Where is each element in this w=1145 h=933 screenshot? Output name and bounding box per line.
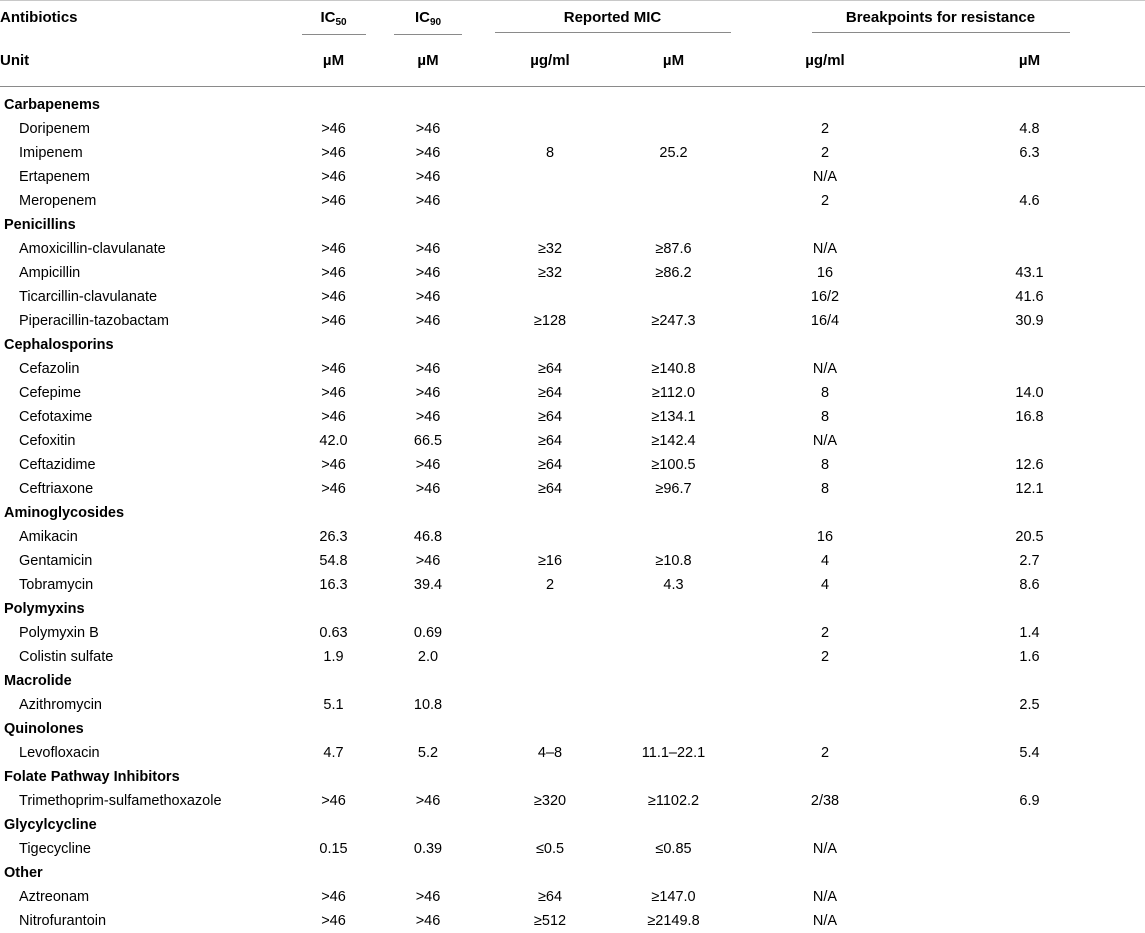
cell-ic50: >46 <box>300 189 367 213</box>
table-header <box>0 1 1145 87</box>
cell-ic90: >46 <box>367 261 489 285</box>
cell-drug: Ampicillin <box>0 261 300 285</box>
cell-ic50: >46 <box>300 261 367 285</box>
group-row <box>0 669 1145 693</box>
unit-bp-ug: µg/ml <box>736 42 914 87</box>
cell-ic90: 39.4 <box>367 573 489 597</box>
cell-drug: Polymyxin B <box>0 621 300 645</box>
table-row <box>0 237 1145 261</box>
cell-bp-um: 8.6 <box>914 573 1145 597</box>
unit-bp-um: µM <box>914 42 1145 87</box>
cell-ic50: 26.3 <box>300 525 367 549</box>
cell-drug: Cefazolin <box>0 357 300 381</box>
table-row <box>0 141 1145 165</box>
cell-mic-ug <box>489 189 611 213</box>
cell-bp-um: 12.1 <box>914 477 1145 501</box>
cell-mic-ug: ≥64 <box>489 405 611 429</box>
cell-ic50: >46 <box>300 309 367 333</box>
cell-ic90: >46 <box>367 141 489 165</box>
cell-bp-um: 4.8 <box>914 117 1145 141</box>
table-row <box>0 453 1145 477</box>
cell-mic-ug <box>489 117 611 141</box>
cell-mic-um: ≥86.2 <box>611 261 736 285</box>
group-row <box>0 213 1145 237</box>
header-unit: Unit <box>0 42 300 87</box>
table-row <box>0 909 1145 933</box>
cell-bp-um: 14.0 <box>914 381 1145 405</box>
cell-ic90: 66.5 <box>367 429 489 453</box>
cell-bp-ug: 2 <box>736 189 914 213</box>
table-row <box>0 741 1145 765</box>
cell-ic90: >46 <box>367 285 489 309</box>
cell-mic-um: ≥96.7 <box>611 477 736 501</box>
cell-mic-um: ≥2149.8 <box>611 909 736 933</box>
cell-ic90: 2.0 <box>367 645 489 669</box>
header-ic50 <box>300 1 367 43</box>
cell-mic-um: ≥147.0 <box>611 885 736 909</box>
cell-mic-um <box>611 189 736 213</box>
cell-ic50: >46 <box>300 285 367 309</box>
header-row-units <box>0 42 1145 87</box>
group-label: Penicillins <box>0 213 1145 237</box>
cell-drug: Cefoxitin <box>0 429 300 453</box>
cell-ic90: >46 <box>367 453 489 477</box>
group-row <box>0 813 1145 837</box>
cell-mic-um: ≥112.0 <box>611 381 736 405</box>
cell-drug: Tigecycline <box>0 837 300 861</box>
cell-ic90: >46 <box>367 357 489 381</box>
table-row <box>0 429 1145 453</box>
cell-bp-ug: 8 <box>736 405 914 429</box>
cell-drug: Amikacin <box>0 525 300 549</box>
cell-drug: Ceftriaxone <box>0 477 300 501</box>
group-row <box>0 717 1145 741</box>
table-row <box>0 165 1145 189</box>
cell-ic50: >46 <box>300 405 367 429</box>
cell-ic90: >46 <box>367 789 489 813</box>
cell-drug: Trimethoprim-sulfamethoxazole <box>0 789 300 813</box>
table-row <box>0 693 1145 717</box>
cell-ic90: >46 <box>367 237 489 261</box>
cell-ic50: >46 <box>300 357 367 381</box>
cell-bp-um: 1.4 <box>914 621 1145 645</box>
cell-mic-um: 4.3 <box>611 573 736 597</box>
cell-ic90: >46 <box>367 117 489 141</box>
cell-bp-um: 6.9 <box>914 789 1145 813</box>
group-row <box>0 87 1145 118</box>
cell-ic90: >46 <box>367 405 489 429</box>
cell-drug: Azithromycin <box>0 693 300 717</box>
cell-mic-um: ≥1102.2 <box>611 789 736 813</box>
cell-bp-ug: 8 <box>736 453 914 477</box>
cell-ic90: 0.39 <box>367 837 489 861</box>
cell-ic90: 5.2 <box>367 741 489 765</box>
cell-ic90: >46 <box>367 885 489 909</box>
cell-ic50: >46 <box>300 381 367 405</box>
cell-mic-ug: ≥320 <box>489 789 611 813</box>
cell-mic-ug: ≥64 <box>489 357 611 381</box>
cell-bp-um <box>914 165 1145 189</box>
cell-mic-um: ≥140.8 <box>611 357 736 381</box>
cell-drug: Imipenem <box>0 141 300 165</box>
cell-mic-ug: ≥32 <box>489 237 611 261</box>
table-row <box>0 117 1145 141</box>
cell-drug: Colistin sulfate <box>0 645 300 669</box>
cell-ic50: >46 <box>300 141 367 165</box>
cell-ic90: >46 <box>367 165 489 189</box>
cell-mic-um: ≥134.1 <box>611 405 736 429</box>
table-row <box>0 381 1145 405</box>
table-row <box>0 789 1145 813</box>
group-label: Quinolones <box>0 717 1145 741</box>
cell-mic-um: ≥87.6 <box>611 237 736 261</box>
cell-mic-ug: ≥64 <box>489 885 611 909</box>
cell-ic50: 1.9 <box>300 645 367 669</box>
cell-ic50: >46 <box>300 165 367 189</box>
cell-mic-um: ≥247.3 <box>611 309 736 333</box>
cell-bp-um <box>914 357 1145 381</box>
cell-ic50: 16.3 <box>300 573 367 597</box>
group-row <box>0 333 1145 357</box>
cell-ic50: >46 <box>300 117 367 141</box>
cell-mic-ug: 4–8 <box>489 741 611 765</box>
cell-drug: Ceftazidime <box>0 453 300 477</box>
group-label: Other <box>0 861 1145 885</box>
cell-ic50: >46 <box>300 477 367 501</box>
cell-bp-um <box>914 909 1145 933</box>
cell-ic90: >46 <box>367 309 489 333</box>
group-row <box>0 597 1145 621</box>
table-row <box>0 549 1145 573</box>
cell-drug: Cefepime <box>0 381 300 405</box>
cell-mic-um <box>611 621 736 645</box>
cell-bp-ug: 8 <box>736 477 914 501</box>
cell-mic-um: 11.1–22.1 <box>611 741 736 765</box>
group-row <box>0 861 1145 885</box>
cell-mic-um <box>611 117 736 141</box>
cell-bp-ug: 2 <box>736 141 914 165</box>
cell-mic-um: 25.2 <box>611 141 736 165</box>
cell-mic-um <box>611 165 736 189</box>
cell-bp-ug: N/A <box>736 165 914 189</box>
cell-bp-um <box>914 237 1145 261</box>
cell-mic-ug: ≥64 <box>489 381 611 405</box>
cell-drug: Doripenem <box>0 117 300 141</box>
cell-ic50: 5.1 <box>300 693 367 717</box>
cell-ic50: 54.8 <box>300 549 367 573</box>
cell-mic-ug: ≥64 <box>489 477 611 501</box>
cell-ic50: >46 <box>300 789 367 813</box>
table-row <box>0 357 1145 381</box>
cell-ic50: >46 <box>300 453 367 477</box>
cell-drug: Amoxicillin-clavulanate <box>0 237 300 261</box>
cell-ic90: >46 <box>367 381 489 405</box>
group-label: Polymyxins <box>0 597 1145 621</box>
cell-bp-um <box>914 837 1145 861</box>
cell-bp-ug: 4 <box>736 549 914 573</box>
cell-bp-um: 5.4 <box>914 741 1145 765</box>
cell-ic50: 0.15 <box>300 837 367 861</box>
group-row <box>0 765 1145 789</box>
header-ic90-label: $IC_{90}$ <box>394 9 462 35</box>
cell-mic-um <box>611 525 736 549</box>
cell-mic-ug: ≥32 <box>489 261 611 285</box>
cell-mic-um: ≤0.85 <box>611 837 736 861</box>
cell-bp-um: 43.1 <box>914 261 1145 285</box>
cell-bp-ug <box>736 693 914 717</box>
cell-bp-ug: 2/38 <box>736 789 914 813</box>
cell-drug: Meropenem <box>0 189 300 213</box>
unit-ic50: µM <box>300 42 367 87</box>
cell-drug: Nitrofurantoin <box>0 909 300 933</box>
unit-mic-ug: µg/ml <box>489 42 611 87</box>
cell-bp-um: 2.5 <box>914 693 1145 717</box>
cell-bp-um: 41.6 <box>914 285 1145 309</box>
cell-bp-ug: 16 <box>736 261 914 285</box>
cell-drug: Gentamicin <box>0 549 300 573</box>
cell-bp-um: 16.8 <box>914 405 1145 429</box>
cell-mic-ug <box>489 645 611 669</box>
cell-ic50: >46 <box>300 885 367 909</box>
cell-drug: Ticarcillin-clavulanate <box>0 285 300 309</box>
table-row <box>0 621 1145 645</box>
cell-mic-um <box>611 693 736 717</box>
cell-bp-um: 30.9 <box>914 309 1145 333</box>
header-reported-mic: Reported MIC <box>489 1 736 43</box>
cell-bp-um: 4.6 <box>914 189 1145 213</box>
cell-ic90: 46.8 <box>367 525 489 549</box>
cell-ic50: >46 <box>300 237 367 261</box>
cell-bp-ug: 2 <box>736 645 914 669</box>
cell-bp-ug: N/A <box>736 357 914 381</box>
table-row <box>0 885 1145 909</box>
table-row <box>0 645 1145 669</box>
cell-mic-um <box>611 285 736 309</box>
cell-bp-um: 20.5 <box>914 525 1145 549</box>
cell-bp-ug: 4 <box>736 573 914 597</box>
table-row <box>0 837 1145 861</box>
group-label: Glycylcycline <box>0 813 1145 837</box>
group-label: Carbapenems <box>0 87 1145 118</box>
group-label: Folate Pathway Inhibitors <box>0 765 1145 789</box>
group-row <box>0 501 1145 525</box>
table-row <box>0 261 1145 285</box>
cell-ic50: 4.7 <box>300 741 367 765</box>
unit-ic90: µM <box>367 42 489 87</box>
cell-mic-ug: ≥128 <box>489 309 611 333</box>
cell-mic-um: ≥100.5 <box>611 453 736 477</box>
header-ic90 <box>367 1 489 43</box>
cell-bp-ug: 16/4 <box>736 309 914 333</box>
cell-ic90: 0.69 <box>367 621 489 645</box>
cell-mic-ug <box>489 165 611 189</box>
table-body <box>0 87 1145 933</box>
cell-ic50: 42.0 <box>300 429 367 453</box>
cell-bp-um <box>914 885 1145 909</box>
cell-mic-ug: ≥512 <box>489 909 611 933</box>
table-row <box>0 477 1145 501</box>
cell-bp-um: 6.3 <box>914 141 1145 165</box>
cell-mic-ug: 2 <box>489 573 611 597</box>
table-row <box>0 525 1145 549</box>
table-row <box>0 405 1145 429</box>
cell-bp-ug: 8 <box>736 381 914 405</box>
cell-bp-ug: N/A <box>736 885 914 909</box>
cell-mic-um: ≥10.8 <box>611 549 736 573</box>
cell-ic50: 0.63 <box>300 621 367 645</box>
group-label: Cephalosporins <box>0 333 1145 357</box>
cell-bp-um: 1.6 <box>914 645 1145 669</box>
cell-ic90: >46 <box>367 549 489 573</box>
header-breakpoints: Breakpoints for resistance <box>736 1 1145 43</box>
cell-bp-ug: 2 <box>736 621 914 645</box>
cell-drug: Cefotaxime <box>0 405 300 429</box>
cell-ic50: >46 <box>300 909 367 933</box>
cell-ic90: 10.8 <box>367 693 489 717</box>
cell-bp-ug: N/A <box>736 909 914 933</box>
cell-mic-ug: ≥64 <box>489 453 611 477</box>
header-antibiotics: Antibiotics <box>0 1 300 43</box>
table-row <box>0 189 1145 213</box>
cell-bp-ug: 2 <box>736 117 914 141</box>
table-row <box>0 573 1145 597</box>
cell-mic-ug: ≥16 <box>489 549 611 573</box>
cell-drug: Ertapenem <box>0 165 300 189</box>
cell-bp-um: 12.6 <box>914 453 1145 477</box>
cell-drug: Levofloxacin <box>0 741 300 765</box>
cell-ic90: >46 <box>367 189 489 213</box>
cell-mic-ug <box>489 525 611 549</box>
cell-ic90: >46 <box>367 477 489 501</box>
cell-mic-um: ≥142.4 <box>611 429 736 453</box>
cell-mic-ug <box>489 621 611 645</box>
cell-ic90: >46 <box>367 909 489 933</box>
cell-bp-ug: N/A <box>736 837 914 861</box>
cell-bp-um <box>914 429 1145 453</box>
group-label: Macrolide <box>0 669 1145 693</box>
group-label: Aminoglycosides <box>0 501 1145 525</box>
cell-bp-ug: 16/2 <box>736 285 914 309</box>
cell-mic-ug <box>489 693 611 717</box>
cell-mic-ug: ≤0.5 <box>489 837 611 861</box>
cell-mic-ug: 8 <box>489 141 611 165</box>
table-row <box>0 309 1145 333</box>
cell-mic-ug: ≥64 <box>489 429 611 453</box>
cell-bp-ug: N/A <box>736 237 914 261</box>
cell-drug: Aztreonam <box>0 885 300 909</box>
unit-mic-um: µM <box>611 42 736 87</box>
cell-mic-um <box>611 645 736 669</box>
cell-drug: Tobramycin <box>0 573 300 597</box>
cell-bp-ug: 16 <box>736 525 914 549</box>
table-row <box>0 285 1145 309</box>
cell-bp-ug: 2 <box>736 741 914 765</box>
header-ic50-label: $IC_{50}$ <box>302 9 366 35</box>
cell-bp-ug: N/A <box>736 429 914 453</box>
cell-drug: Piperacillin-tazobactam <box>0 309 300 333</box>
cell-bp-um: 2.7 <box>914 549 1145 573</box>
cell-mic-ug <box>489 285 611 309</box>
header-row-labels <box>0 1 1145 43</box>
